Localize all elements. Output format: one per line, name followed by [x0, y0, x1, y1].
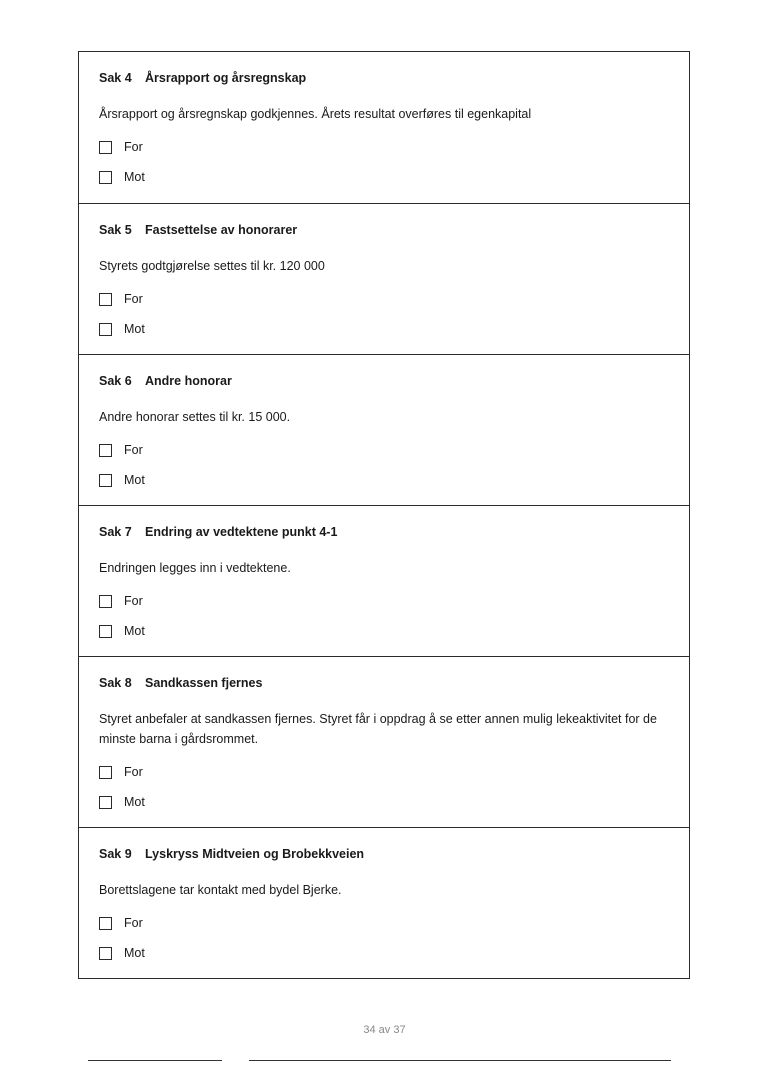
option-label: Mot: [124, 170, 145, 184]
checkbox-for[interactable]: [99, 595, 112, 608]
checkbox-for[interactable]: [99, 293, 112, 306]
option-mot[interactable]: [99, 320, 669, 338]
sak-heading: [99, 372, 669, 390]
sak-description: Styrets godtgjørelse settes til kr. 120 000: [99, 259, 325, 273]
option-mot[interactable]: [99, 168, 669, 186]
checkbox-for[interactable]: [99, 141, 112, 154]
option-label: For: [124, 765, 143, 779]
sak-title: Sandkassen fjernes: [145, 676, 263, 690]
sak-title: Endring av vedtektene punkt 4-1: [145, 525, 338, 539]
checkbox-mot[interactable]: [99, 947, 112, 960]
sak-6-section: [79, 355, 689, 506]
checkbox-mot[interactable]: [99, 474, 112, 487]
option-mot[interactable]: [99, 622, 669, 640]
checkbox-mot[interactable]: [99, 796, 112, 809]
page-number: 34 av 37: [363, 1024, 406, 1036]
option-label: Mot: [124, 946, 145, 960]
ballot-table: [78, 51, 690, 979]
checkbox-mot[interactable]: [99, 625, 112, 638]
sak-number: Sak 6: [99, 374, 132, 388]
sak-number: Sak 8: [99, 676, 132, 690]
sak-heading: [99, 674, 669, 692]
sak-heading: [99, 69, 669, 87]
option-label: Mot: [124, 473, 145, 487]
sak-number: Sak 9: [99, 847, 132, 861]
option-label: Mot: [124, 795, 145, 809]
checkbox-mot[interactable]: [99, 171, 112, 184]
signature-line-date: [88, 1060, 222, 1061]
option-mot[interactable]: [99, 471, 669, 489]
option-label: For: [124, 292, 143, 306]
sak-description: Andre honorar settes til kr. 15 000.: [99, 410, 291, 424]
option-label: Mot: [124, 322, 145, 336]
signature-line-name: [249, 1060, 671, 1061]
sak-heading: [99, 221, 669, 239]
sak-description: Borettslagene tar kontakt med bydel Bjerke.: [99, 883, 342, 897]
option-for[interactable]: [99, 914, 669, 932]
checkbox-for[interactable]: [99, 766, 112, 779]
sak-heading: [99, 523, 669, 541]
sak-7-section: [79, 506, 689, 657]
sak-description: Årsrapport og årsregnskap godkjennes. Årets resultat overføres til egenkapital: [99, 107, 532, 121]
option-for[interactable]: [99, 138, 669, 156]
option-for[interactable]: [99, 441, 669, 459]
option-label: For: [124, 916, 143, 930]
option-mot[interactable]: [99, 793, 669, 811]
sak-4-section: [79, 52, 689, 204]
option-mot[interactable]: [99, 944, 669, 962]
option-for[interactable]: [99, 763, 669, 781]
option-for[interactable]: [99, 592, 669, 610]
sak-number: Sak 4: [99, 71, 132, 85]
sak-description: Endringen legges inn i vedtektene.: [99, 561, 291, 575]
sak-number: Sak 5: [99, 223, 132, 237]
option-label: Mot: [124, 624, 145, 638]
checkbox-for[interactable]: [99, 917, 112, 930]
checkbox-for[interactable]: [99, 444, 112, 457]
sak-heading: [99, 845, 669, 863]
sak-number: Sak 7: [99, 525, 132, 539]
option-label: For: [124, 140, 143, 154]
checkbox-mot[interactable]: [99, 323, 112, 336]
sak-5-section: [79, 204, 689, 355]
option-for[interactable]: [99, 290, 669, 308]
sak-title: Fastsettelse av honorarer: [145, 223, 298, 237]
option-label: For: [124, 594, 143, 608]
sak-9-section: [79, 828, 689, 978]
sak-title: Årsrapport og årsregnskap: [145, 71, 307, 85]
sak-title: Lyskryss Midtveien og Brobekkveien: [145, 847, 365, 861]
sak-title: Andre honorar: [145, 374, 232, 388]
sak-8-section: [79, 657, 689, 828]
option-label: For: [124, 443, 143, 457]
sak-description: Styret anbefaler at sandkassen fjernes. Styret får i oppdrag å se etter annen mulig lekeaktivitet for de minste barna i gårdsrommet.: [99, 712, 657, 746]
